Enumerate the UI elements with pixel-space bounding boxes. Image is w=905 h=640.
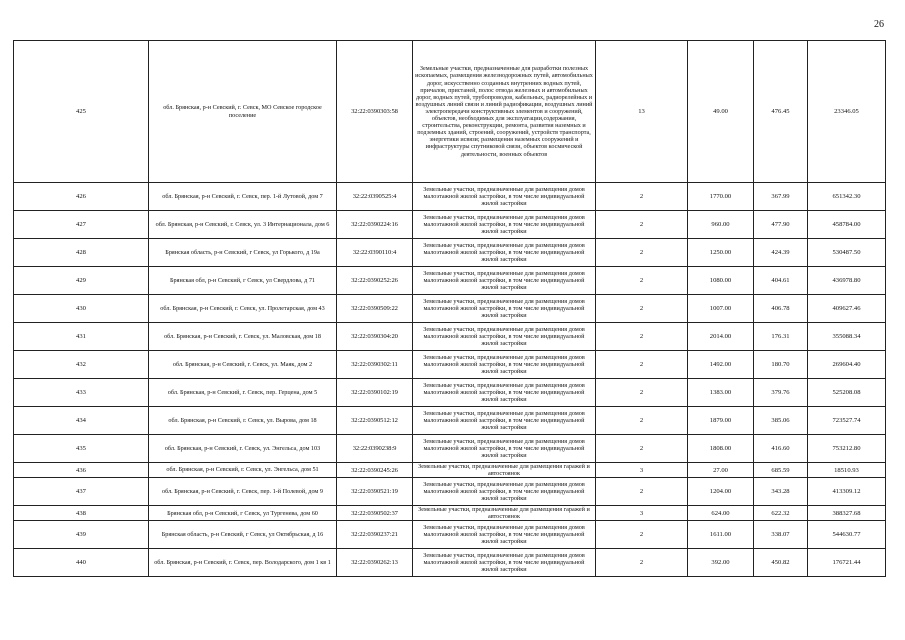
row-number: 434 bbox=[14, 407, 149, 435]
row-number: 431 bbox=[14, 323, 149, 351]
cadastral-value-cell: 409627.46 bbox=[808, 295, 886, 323]
address-cell: обл. Брянская, р-н Севский, г. Севск, пер. Володарского, дом 1 кв 1 bbox=[149, 549, 337, 577]
specific-value-cell: 477.90 bbox=[754, 211, 808, 239]
specific-value-cell: 180.70 bbox=[754, 351, 808, 379]
group-number-cell: 2 bbox=[596, 478, 688, 506]
group-number-cell: 2 bbox=[596, 183, 688, 211]
row-number: 440 bbox=[14, 549, 149, 577]
address-cell: обл. Брянская, р-н Севский, г. Севск, ул. Маловская, дом 18 bbox=[149, 323, 337, 351]
table-row bbox=[14, 211, 886, 239]
row-number: 436 bbox=[14, 463, 149, 478]
row-number: 437 bbox=[14, 478, 149, 506]
cadastral-value-cell: 23346.05 bbox=[808, 41, 886, 183]
cadastral-value-cell: 753212.80 bbox=[808, 435, 886, 463]
cadastral-number-cell: 32:22:0390224:16 bbox=[337, 211, 413, 239]
cadastral-number-cell: 32:22:0390509:22 bbox=[337, 295, 413, 323]
specific-value-cell: 685.59 bbox=[754, 463, 808, 478]
group-number-cell: 3 bbox=[596, 506, 688, 521]
area-cell: 960.00 bbox=[688, 211, 754, 239]
table-row bbox=[14, 295, 886, 323]
group-number-cell: 2 bbox=[596, 239, 688, 267]
area-cell: 1383.00 bbox=[688, 379, 754, 407]
cadastral-number-cell: 32:22:0390502:37 bbox=[337, 506, 413, 521]
table-row bbox=[14, 183, 886, 211]
table-row bbox=[14, 521, 886, 549]
specific-value-cell: 338.07 bbox=[754, 521, 808, 549]
address-cell: обл. Брянская, р-н Севский, г. Севск, ул. Энгельса, дом 103 bbox=[149, 435, 337, 463]
specific-value-cell: 404.61 bbox=[754, 267, 808, 295]
table-row bbox=[14, 41, 886, 183]
cadastral-value-cell: 651342.30 bbox=[808, 183, 886, 211]
specific-value-cell: 424.39 bbox=[754, 239, 808, 267]
cadastral-number-cell: 32:22:0390237:21 bbox=[337, 521, 413, 549]
group-number-cell: 2 bbox=[596, 549, 688, 577]
address-cell: обл. Брянская, р-н Севский, г. Севск, пер. Герцена, дом 5 bbox=[149, 379, 337, 407]
table-row bbox=[14, 267, 886, 295]
land-use-cell: Земельные участки, предназначенные для размещения домов малоэтажной жилой застройки, в том числе индивидуальной жилой застройки bbox=[413, 239, 596, 267]
group-number-cell: 2 bbox=[596, 211, 688, 239]
cadastral-number-cell: 32:22:0390304:20 bbox=[337, 323, 413, 351]
area-cell: 392.00 bbox=[688, 549, 754, 577]
land-use-cell: Земельные участки, предназначенные для размещения гаражей и автостоянок bbox=[413, 463, 596, 478]
cadastral-value-cell: 530487.50 bbox=[808, 239, 886, 267]
specific-value-cell: 379.76 bbox=[754, 379, 808, 407]
land-use-cell: Земельные участки, предназначенные для размещения домов малоэтажной жилой застройки, в том числе индивидуальной жилой застройки bbox=[413, 521, 596, 549]
specific-value-cell: 450.82 bbox=[754, 549, 808, 577]
row-number: 438 bbox=[14, 506, 149, 521]
address-cell: обл. Брянская, р-н Севский, г. Севск, ул. Пролетарская, дом 43 bbox=[149, 295, 337, 323]
specific-value-cell: 176.31 bbox=[754, 323, 808, 351]
row-number: 428 bbox=[14, 239, 149, 267]
area-cell: 2014.00 bbox=[688, 323, 754, 351]
group-number-cell: 2 bbox=[596, 435, 688, 463]
row-number: 433 bbox=[14, 379, 149, 407]
cadastral-number-cell: 32:22:0390110:4 bbox=[337, 239, 413, 267]
area-cell: 27.00 bbox=[688, 463, 754, 478]
address-cell: обл. Брянская, р-н Севский, г. Севск, ул. Вырова, дом 18 bbox=[149, 407, 337, 435]
table-row bbox=[14, 323, 886, 351]
area-cell: 1770.00 bbox=[688, 183, 754, 211]
table-row bbox=[14, 351, 886, 379]
cadastral-value-cell: 525208.08 bbox=[808, 379, 886, 407]
cadastral-value-cell: 388327.68 bbox=[808, 506, 886, 521]
group-number-cell: 2 bbox=[596, 521, 688, 549]
land-use-cell: Земельные участки, предназначенные для размещения домов малоэтажной жилой застройки, в том числе индивидуальной жилой застройки bbox=[413, 407, 596, 435]
group-number-cell: 2 bbox=[596, 351, 688, 379]
cadastral-value-cell: 458784.00 bbox=[808, 211, 886, 239]
cadastral-number-cell: 32:22:0390512:12 bbox=[337, 407, 413, 435]
land-use-cell: Земельные участки, предназначенные для размещения домов малоэтажной жилой застройки, в том числе индивидуальной жилой застройки bbox=[413, 323, 596, 351]
row-number: 425 bbox=[14, 41, 149, 183]
cadastral-number-cell: 32:22:0390262:13 bbox=[337, 549, 413, 577]
address-cell: Брянская обл, р-н Севский, г Севск, ул Свердлова, д 71 bbox=[149, 267, 337, 295]
group-number-cell: 13 bbox=[596, 41, 688, 183]
table-row bbox=[14, 379, 886, 407]
cadastral-value-cell: 18510.93 bbox=[808, 463, 886, 478]
table-row bbox=[14, 407, 886, 435]
table-body bbox=[14, 41, 886, 577]
area-cell: 624.00 bbox=[688, 506, 754, 521]
cadastral-number-cell: 32:22:0390245:26 bbox=[337, 463, 413, 478]
cadastral-value-cell: 355088.34 bbox=[808, 323, 886, 351]
cadastral-value-cell: 269604.40 bbox=[808, 351, 886, 379]
address-cell: обл. Брянская, р-н Севский, г. Севск, ул. 3 Интернационала, дом 6 bbox=[149, 211, 337, 239]
group-number-cell: 2 bbox=[596, 407, 688, 435]
area-cell: 1080.00 bbox=[688, 267, 754, 295]
row-number: 439 bbox=[14, 521, 149, 549]
table-row bbox=[14, 463, 886, 478]
address-cell: Брянская обл, р-н Севский, г Севск, ул Тургенева, дом 60 bbox=[149, 506, 337, 521]
row-number: 435 bbox=[14, 435, 149, 463]
area-cell: 1007.00 bbox=[688, 295, 754, 323]
table-row bbox=[14, 506, 886, 521]
group-number-cell: 2 bbox=[596, 323, 688, 351]
specific-value-cell: 406.78 bbox=[754, 295, 808, 323]
address-cell: обл. Брянская, р-н Севский, г. Севск, пер. 1-й Полевой, дом 9 bbox=[149, 478, 337, 506]
land-use-cell: Земельные участки, предназначенные для размещения домов малоэтажной жилой застройки, в том числе индивидуальной жилой застройки bbox=[413, 351, 596, 379]
land-use-cell: Земельные участки, предназначенные для размещения домов малоэтажной жилой застройки, в том числе индивидуальной жилой застройки bbox=[413, 295, 596, 323]
area-cell: 1879.00 bbox=[688, 407, 754, 435]
cadastral-value-cell: 436978.80 bbox=[808, 267, 886, 295]
table-row bbox=[14, 478, 886, 506]
area-cell: 1250.00 bbox=[688, 239, 754, 267]
table-row bbox=[14, 435, 886, 463]
group-number-cell: 2 bbox=[596, 267, 688, 295]
cadastral-number-cell: 32:22:0390525:4 bbox=[337, 183, 413, 211]
cadastral-number-cell: 32:22:0390252:26 bbox=[337, 267, 413, 295]
page-number: 26 bbox=[874, 19, 884, 30]
land-use-cell: Земельные участки, предназначенные для размещения домов малоэтажной жилой застройки, в том числе индивидуальной жилой застройки bbox=[413, 183, 596, 211]
area-cell: 1611.00 bbox=[688, 521, 754, 549]
land-use-cell: Земельные участки, предназначенные для размещения домов малоэтажной жилой застройки, в том числе индивидуальной жилой застройки bbox=[413, 379, 596, 407]
cadastral-value-cell: 723527.74 bbox=[808, 407, 886, 435]
cadastral-number-cell: 32:22:0390303:58 bbox=[337, 41, 413, 183]
land-plot-table bbox=[13, 40, 886, 577]
land-use-cell: Земельные участки, предназначенные для размещения домов малоэтажной жилой застройки, в том числе индивидуальной жилой застройки bbox=[413, 435, 596, 463]
cadastral-value-cell: 176721.44 bbox=[808, 549, 886, 577]
specific-value-cell: 476.45 bbox=[754, 41, 808, 183]
group-number-cell: 2 bbox=[596, 295, 688, 323]
row-number: 426 bbox=[14, 183, 149, 211]
row-number: 432 bbox=[14, 351, 149, 379]
table-row bbox=[14, 549, 886, 577]
address-cell: Брянская область, р-н Севский, г Севск, ул Горького, д 19а bbox=[149, 239, 337, 267]
specific-value-cell: 385.06 bbox=[754, 407, 808, 435]
land-use-cell: Земельные участки, предназначенные для размещения домов малоэтажной жилой застройки, в том числе индивидуальной жилой застройки bbox=[413, 478, 596, 506]
group-number-cell: 2 bbox=[596, 379, 688, 407]
cadastral-number-cell: 32:22:0390238:9 bbox=[337, 435, 413, 463]
table-row bbox=[14, 239, 886, 267]
land-use-cell: Земельные участки, предназначенные для размещения домов малоэтажной жилой застройки, в том числе индивидуальной жилой застройки bbox=[413, 549, 596, 577]
specific-value-cell: 343.28 bbox=[754, 478, 808, 506]
address-cell: обл. Брянская, р-н Севский, г. Севск, ул. Маяк, дом 2 bbox=[149, 351, 337, 379]
address-cell: Брянская область, р-н Севский, г Севск, ул Октябрьская, д 16 bbox=[149, 521, 337, 549]
cadastral-number-cell: 32:22:0390521:19 bbox=[337, 478, 413, 506]
group-number-cell: 3 bbox=[596, 463, 688, 478]
address-cell: обл. Брянская, р-н Севский, г. Севск, пер. 1-й Лутовой, дом 7 bbox=[149, 183, 337, 211]
cadastral-number-cell: 32:22:0390102:19 bbox=[337, 379, 413, 407]
cadastral-value-cell: 544630.77 bbox=[808, 521, 886, 549]
address-cell: обл. Брянская, р-н Севский, г. Севск, ул. Энгельса, дом 51 bbox=[149, 463, 337, 478]
specific-value-cell: 367.99 bbox=[754, 183, 808, 211]
area-cell: 1808.00 bbox=[688, 435, 754, 463]
specific-value-cell: 622.32 bbox=[754, 506, 808, 521]
row-number: 427 bbox=[14, 211, 149, 239]
specific-value-cell: 416.60 bbox=[754, 435, 808, 463]
address-cell: обл. Брянская, р-н Севский, г. Севск, МО Севское городское поселение bbox=[149, 41, 337, 183]
cadastral-value-cell: 413309.12 bbox=[808, 478, 886, 506]
row-number: 430 bbox=[14, 295, 149, 323]
land-use-cell: Земельные участки, предназначенные для размещения гаражей и автостоянок bbox=[413, 506, 596, 521]
land-use-cell: Земельные участки, предназначенные для размещения домов малоэтажной жилой застройки, в том числе индивидуальной жилой застройки bbox=[413, 211, 596, 239]
land-use-cell: Земельные участки, предназначенные для разработки полезных ископаемых, размещения железнодорожных путей, автомобильных дорог, искусственно созданных внутренних водных путей, причалов, пристаней, полос отвода железных и автомобильных дорог, водных путей, трубопроводов, кабельных, радиорелейных и воздушных линий связи и линий радиофикации, воздушных линий электропередачи конструктивных элементов и сооружений, объектов, необходимых для эксплуатации,содержания, строительства, реконструкции, ремонта, развития наземных и подземных зданий, строений, сооружений, устройств транспорта, энергетики исвязи; размещения наземных сооружений и инфраструктуры спутниковой связи, объектов космической деятельности, военных объектов bbox=[413, 41, 596, 183]
area-cell: 49.00 bbox=[688, 41, 754, 183]
cadastral-number-cell: 32:22:0390302:11 bbox=[337, 351, 413, 379]
area-cell: 1204.00 bbox=[688, 478, 754, 506]
row-number: 429 bbox=[14, 267, 149, 295]
area-cell: 1492.00 bbox=[688, 351, 754, 379]
land-use-cell: Земельные участки, предназначенные для размещения домов малоэтажной жилой застройки, в том числе индивидуальной жилой застройки bbox=[413, 267, 596, 295]
